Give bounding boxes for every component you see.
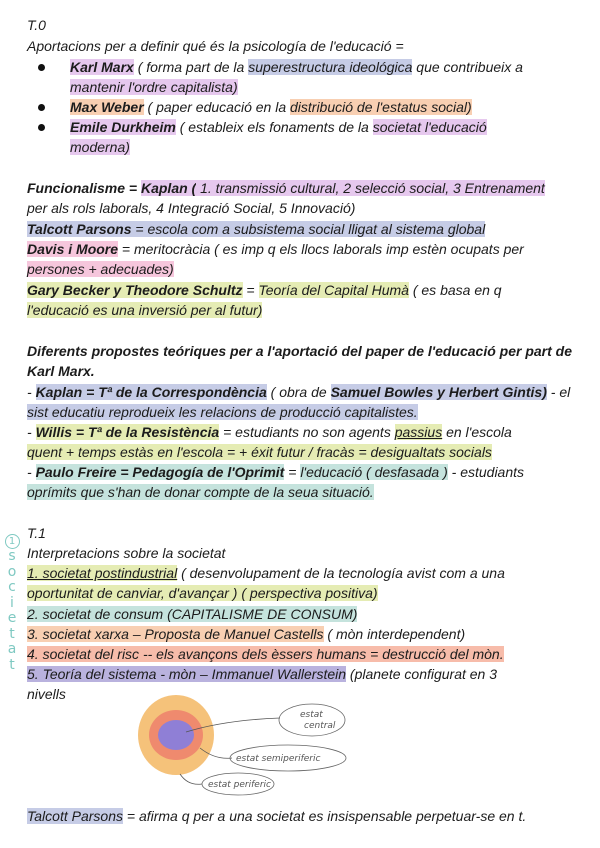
t0-title: Aportacions per a definir qué és la psicología de l'educació = [27, 38, 404, 54]
society-1-text-2: oportunitat de canviar, d'avançar ) ( perspectiva positiva) [27, 585, 378, 601]
heading-t1: T.1 [27, 525, 46, 541]
society-5-line-2 [27, 684, 66, 704]
freire-name: Paulo Freire = Pedagogía de l'Oprimit [35, 464, 285, 480]
freire-line-2 [27, 482, 374, 502]
margin-letter: a [7, 641, 17, 657]
margin-letter: o [7, 563, 17, 580]
freire-text-c: - estudiants [447, 464, 525, 480]
marxist-intro-text-2: Karl Marx. [27, 363, 95, 379]
becker-highlight: Teoría del Capital Humà [258, 282, 409, 298]
willis-passius: passius [394, 424, 443, 440]
func-text-1: 1. transmissió cultural, 2 selecció social, 3 Entrenament [196, 180, 545, 196]
func-kaplan: Kaplan ( [140, 180, 197, 196]
arrow-peri [180, 774, 202, 784]
margin-letter: e [7, 610, 17, 626]
durkheim-line-2 [70, 137, 130, 157]
freire-text-d: oprímits que s'han de donar compte de la seua situació. [27, 484, 374, 500]
becker-line [27, 280, 502, 300]
kaplan-line [27, 382, 570, 402]
becker-text-d: l'educació es una inversió per al futur) [27, 302, 263, 318]
margin-letter: t [9, 656, 15, 673]
heading-t0: T.0 [27, 17, 46, 33]
society-3 [27, 624, 465, 644]
willis-line [27, 422, 512, 442]
func-line-1 [27, 178, 545, 198]
becker-text-c: ( es basa en q [408, 282, 502, 298]
durkheim-text-c: moderna) [70, 139, 130, 155]
willis-text-e: = + éxit futur / fracàs = desigualtats socials [223, 444, 492, 460]
society-3-name: 3. societat xarxa – Proposta de Manuel Castells [27, 626, 324, 642]
marx-name: Karl Marx [70, 59, 134, 75]
davis-line-2 [27, 259, 174, 279]
freire-highlight: l'educació ( desfasada ) [300, 464, 448, 480]
society-5-text: (planete configurat en 3 [346, 666, 498, 682]
func-text-2: per als rols laborals, 4 Integració Social, 5 Innovació) [27, 200, 356, 216]
society-2-text: 2. societat de consum (CAPITALISME DE CONSUM) [27, 606, 358, 622]
society-4 [27, 644, 504, 664]
marx-highlight: superestructura ideológica [248, 59, 413, 75]
label-central-1: estat [300, 710, 323, 720]
society-2 [27, 604, 357, 624]
freire-line [27, 462, 524, 482]
label-central-2: central [304, 721, 336, 731]
davis-name: Davis i Moore [27, 241, 119, 257]
parsons-name: Talcott Parsons [27, 221, 132, 237]
marx-line [70, 57, 523, 77]
society-5-text-2: nivells [27, 686, 66, 702]
davis-text-a: = meritocràcia ( es imp q els llocs laborals imp estèn ocupats per [118, 241, 524, 257]
kaplan-authors: Samuel Bowles y Herbert Gintis) [330, 384, 547, 400]
kaplan-text-c: - el [546, 384, 571, 400]
marxist-intro-1 [27, 341, 572, 361]
society-5-name: 5. Teoría del sistema - mòn – Immanuel Wallerstein [27, 666, 347, 682]
margin-letter: t [9, 625, 15, 642]
footer-name: Talcott Parsons [27, 808, 123, 824]
society-1-text: ( desenvolupament de la tecnología avist com a una [177, 565, 505, 581]
margin-societat [2, 533, 22, 673]
margin-letter: c [8, 579, 16, 595]
margin-letter: i [10, 594, 14, 611]
parsons-line [27, 219, 485, 239]
core-circle [158, 720, 194, 750]
durkheim-text-a: ( estableix els fonaments de la [175, 119, 373, 135]
kaplan-dash: - [27, 384, 36, 400]
becker-name: Gary Becker y Theodore Schultz [27, 282, 243, 298]
margin-circle-number: 1 [5, 534, 20, 549]
marx-line-2 [70, 77, 238, 97]
weber-text-a: ( paper educació en la [143, 99, 290, 115]
durkheim-name: Emile Durkheim [70, 119, 176, 135]
func-label: Funcionalisme = [27, 180, 141, 196]
kaplan-name: Kaplan = Tª de la Correspondència [35, 384, 267, 400]
davis-text-b: persones + adecuades) [27, 261, 174, 277]
willis-text-a: = estudiants no son agents [219, 424, 395, 440]
margin-letter: s [8, 548, 16, 564]
willis-name: Willis = Tª de la Resistència [35, 424, 220, 440]
label-central-bubble [279, 704, 345, 736]
label-semi: estat semiperiferic [236, 754, 321, 764]
marx-text-d: mantenir l'ordre capitalista) [70, 79, 238, 95]
freire-dash: - [27, 464, 36, 480]
bullet-durkheim [38, 124, 45, 131]
weber-name: Max Weber [70, 99, 144, 115]
kaplan-line-2 [27, 402, 418, 422]
davis-line [27, 239, 524, 259]
freire-text-a: = [284, 464, 301, 480]
parsons-text: = escola com a subsistema social lligat al sistema global [131, 221, 486, 237]
becker-line-2 [27, 300, 262, 320]
weber-highlight: distribució de l'estatus social) [290, 99, 472, 115]
marx-text-c: que contribueix a [412, 59, 523, 75]
t1-title: Interpretacions sobre la societat [27, 545, 226, 561]
society-3-text: ( mòn interdependent) [323, 626, 466, 642]
footer-line [27, 806, 526, 826]
marx-text-a: ( forma part de la [133, 59, 249, 75]
society-5 [27, 664, 497, 684]
footer-text: = afirma q per a una societat es insispensable perpetuar-se en t. [122, 808, 527, 824]
bullet-marx [38, 64, 45, 71]
willis-line-2 [27, 442, 492, 462]
society-1 [27, 563, 505, 583]
society-4-text: 4. societat del risc -- els avançons dels èssers humans = destrucció del mòn. [27, 646, 504, 662]
willis-text-c: en l'escola [442, 424, 512, 440]
society-1-name: 1. societat postindustrial [27, 565, 178, 581]
willis-dash: - [27, 424, 36, 440]
label-peri: estat periferic [208, 780, 271, 790]
durkheim-highlight: societat l'educació [372, 119, 487, 135]
kaplan-text-d: sist educatiu reprodueix les relacions de producció capitalistes. [27, 404, 418, 420]
world-system-diagram [130, 690, 370, 800]
func-line-2 [27, 198, 355, 218]
weber-line [70, 97, 472, 117]
marxist-intro-text-1: Diferents propostes teóriques per a l'aportació del paper de l'educació per part de [27, 343, 573, 359]
society-1-line-2 [27, 583, 378, 603]
willis-text-d: quent + temps estàs en l'escola [27, 444, 224, 460]
bullet-weber [38, 104, 45, 111]
durkheim-line [70, 117, 487, 137]
kaplan-text-a: ( obra de [266, 384, 331, 400]
marxist-intro-2 [27, 361, 95, 381]
becker-text-a: = [242, 282, 259, 298]
